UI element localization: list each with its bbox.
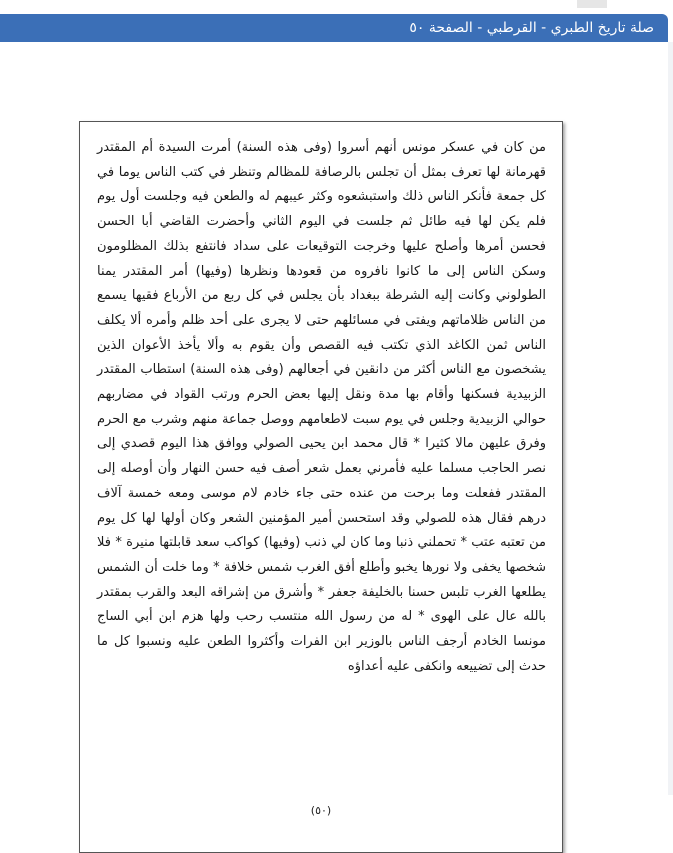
top-tab-fragment	[577, 0, 607, 8]
page-number: (٥٠)	[310, 804, 332, 817]
window-title: صلة تاريخ الطبري - القرطبي - الصفحة ٥٠	[409, 20, 654, 36]
viewer-right-edge	[668, 42, 673, 795]
top-strip	[0, 0, 673, 14]
document-viewer[interactable]	[0, 42, 669, 817]
page-body-text: من كان في عسكر مونس أنهم أسروا (وفى هذه السنة) أمرت السيدة أم المقتدر قهرمانة لها تعرف بمثل أن تجلس بالرصافة للمظالم وتنظر في كتب الناس يوما في كل جمعة فأنكر الناس ذلك واستبشعوه وكثر عيبهم له والطعن فيه وجلست أول يوم فلم يكن لها فيه طائل ثم جلست في اليوم الثاني وأحضرت القاضي أبا الحسن فحسن أمرها وأصلح عليها وخرجت التوقيعات على سداد فانتفع بذلك المظلومون وسكن الناس إلى ما كانوا نافروه من قعودها ونظرها (وفيها) أمر المقتدر يمنا الطولوني وكانت إليه الشرطة ببغداد بأن يجلس في كل ربع من الأرباع فقيها يسمع من الناس ظلاماتهم ويفتى في مسائلهم حتى لا يجرى على أحد ظلم وأمره ألا يكلف الناس ثمن الكاغد الذي تكتب فيه القصص وأن يقوم به وألا يأخذ الأعوان الذين يشخصون مع الناس أكثر من دانقين في أجعالهم (وفى هذه السنة) استطاب المقتدر الزبيدية فسكنها وأقام بها مدة ونقل إليها بعض الحرم ورتب القواد في مضاربهم حوالي الزبيدية وجلس في يوم سبت لاطعامهم ووصل جماعة منهم وشرب مع الحرم وفرق عليهن مالا كثيرا * قال محمد ابن يحيى الصولي ووافق هذا اليوم قصدي إلى نصر الحاجب مسلما عليه فأمرني بعمل شعر أصف فيه حسن النهار وأن أوصله إلى المقتدر ففعلت وما برحت من عنده حتى جاء خادم لام موسى ومعه خمسة آلاف درهم فقال هذه للصولي وقد استحسن أمير المؤمنين الشعر وكان أولها لها كل يوم من تعتبه عتب * تحملني ذنبا وما كان لي ذنب (وفيها) كواكب سعد قابلتها منيرة * فلا شخصها يخفى ولا نورها يخبو وأطلع أفق الغرب شمس خلافة * وما خلت أن الشمس يطلعها الغرب تلبس حسنا بالخليفة جعفر * وأشرق من إشراقه البعد والقرب بمقتدر بالله عال على الهوى * له من رسول الله منتسب رحب ولها هزم ابن أبي الساج مونسا الخادم أرجف الناس بالوزير ابن الفرات وأكثروا الطعن عليه ونسبوا كل ما حدث إلى تضييعه وانكفى عليه أعداؤه	[97, 140, 546, 674]
title-bar	[0, 14, 668, 43]
document-page	[79, 121, 563, 853]
